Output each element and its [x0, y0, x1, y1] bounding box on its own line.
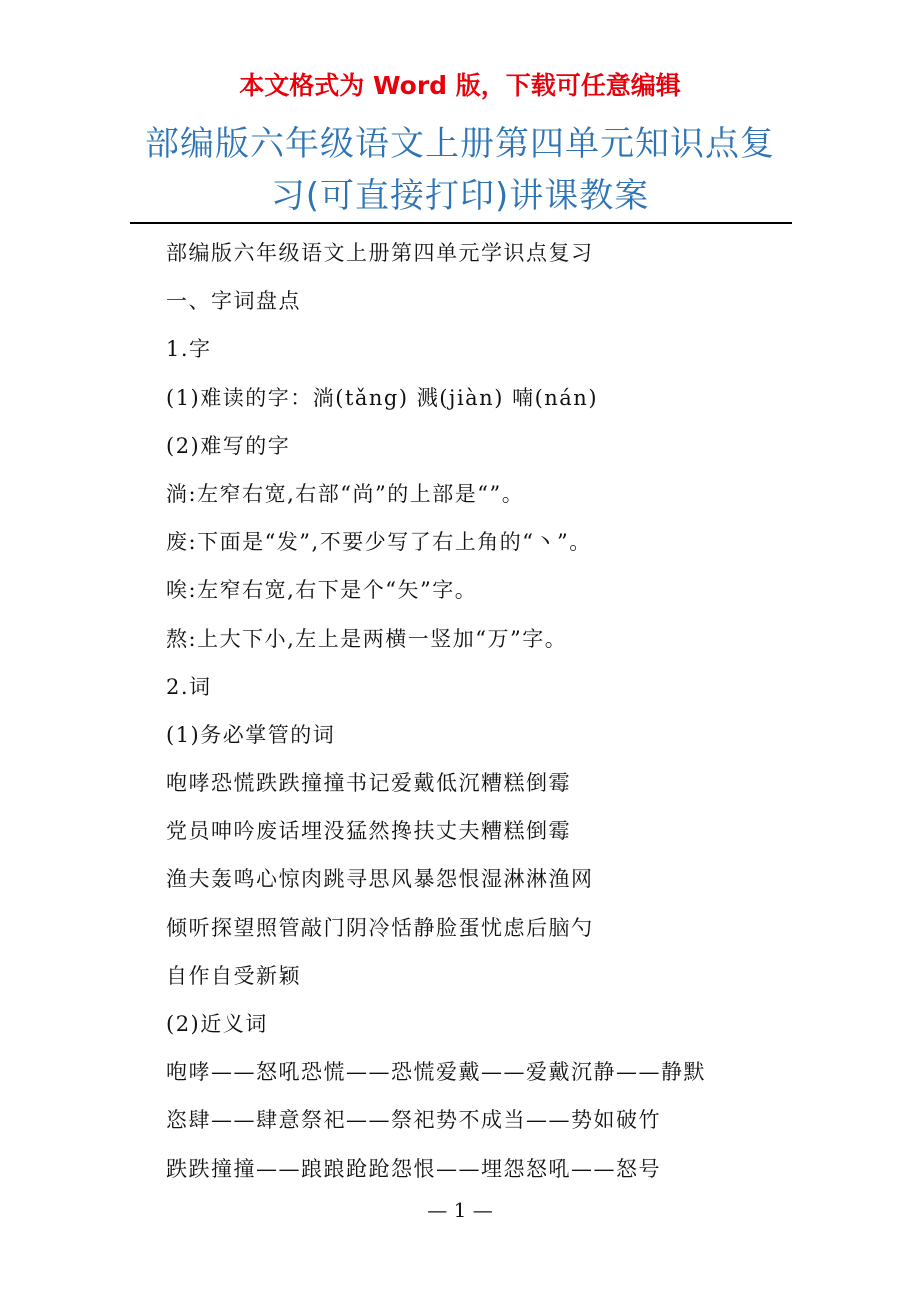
title-line-2: 习(可直接打印)讲课教案	[270, 176, 650, 216]
document-title	[110, 118, 810, 222]
item-heading: 2.词	[166, 674, 212, 699]
text-line: 党员呻吟废话埋没猛然搀扶丈夫糟糕倒霉	[166, 819, 571, 844]
document-body	[166, 229, 786, 1193]
text-line: 倾听探望照管敲门阴冷恬静脸蛋忧虑后脑勺	[166, 915, 594, 940]
text-line: 咆哮——怒吼恐慌——恐慌爱戴——爱戴沉静——静默	[166, 1060, 706, 1085]
subsection-heading: 一、字词盘点	[166, 289, 301, 314]
item-heading: (1)务必掌管的词	[166, 722, 336, 747]
section-heading: 部编版六年级语文上册第四单元学识点复习	[166, 241, 594, 265]
text-line: 跌跌撞撞——踉踉跄跄怨恨——埋怨怒吼——怒号	[166, 1156, 661, 1181]
title-line-1: 部编版六年级语文上册第四单元知识点复	[145, 124, 775, 164]
text-line: 咆哮恐慌跌跌撞撞书记爱戴低沉糟糕倒霉	[166, 771, 571, 796]
download-notice: 本文格式为 Word 版，下载可任意编辑	[239, 71, 681, 100]
text-line: 渔夫轰鸣心惊肉跳寻思风暴怨恨湿淋淋渔网	[166, 867, 594, 892]
text-line: 唉:左窄右宽,右下是个“矢”字。	[166, 578, 478, 603]
text-line: 废:下面是“发”,不要少写了右上角的“丶”。	[166, 530, 592, 555]
text-line: 熬:上大下小,左上是两横一竖加“万”字。	[166, 626, 568, 651]
item-heading: (2)难写的字	[166, 433, 291, 458]
item-heading: 1.字	[166, 337, 212, 362]
page-number: — 1 —	[427, 1198, 493, 1222]
text-line: 自作自受新颖	[166, 963, 301, 988]
text-line: 淌:左窄右宽,右部“尚”的上部是“”。	[166, 481, 525, 506]
item-heading: (2)近义词	[166, 1012, 268, 1036]
text-line: 恣肆——肆意祭祀——祭祀势不成当——势如破竹	[166, 1108, 661, 1133]
title-divider	[130, 222, 792, 224]
text-line: (1)难读的字：淌(tǎng) 溅(jiàn) 喃(nán)	[166, 385, 599, 410]
